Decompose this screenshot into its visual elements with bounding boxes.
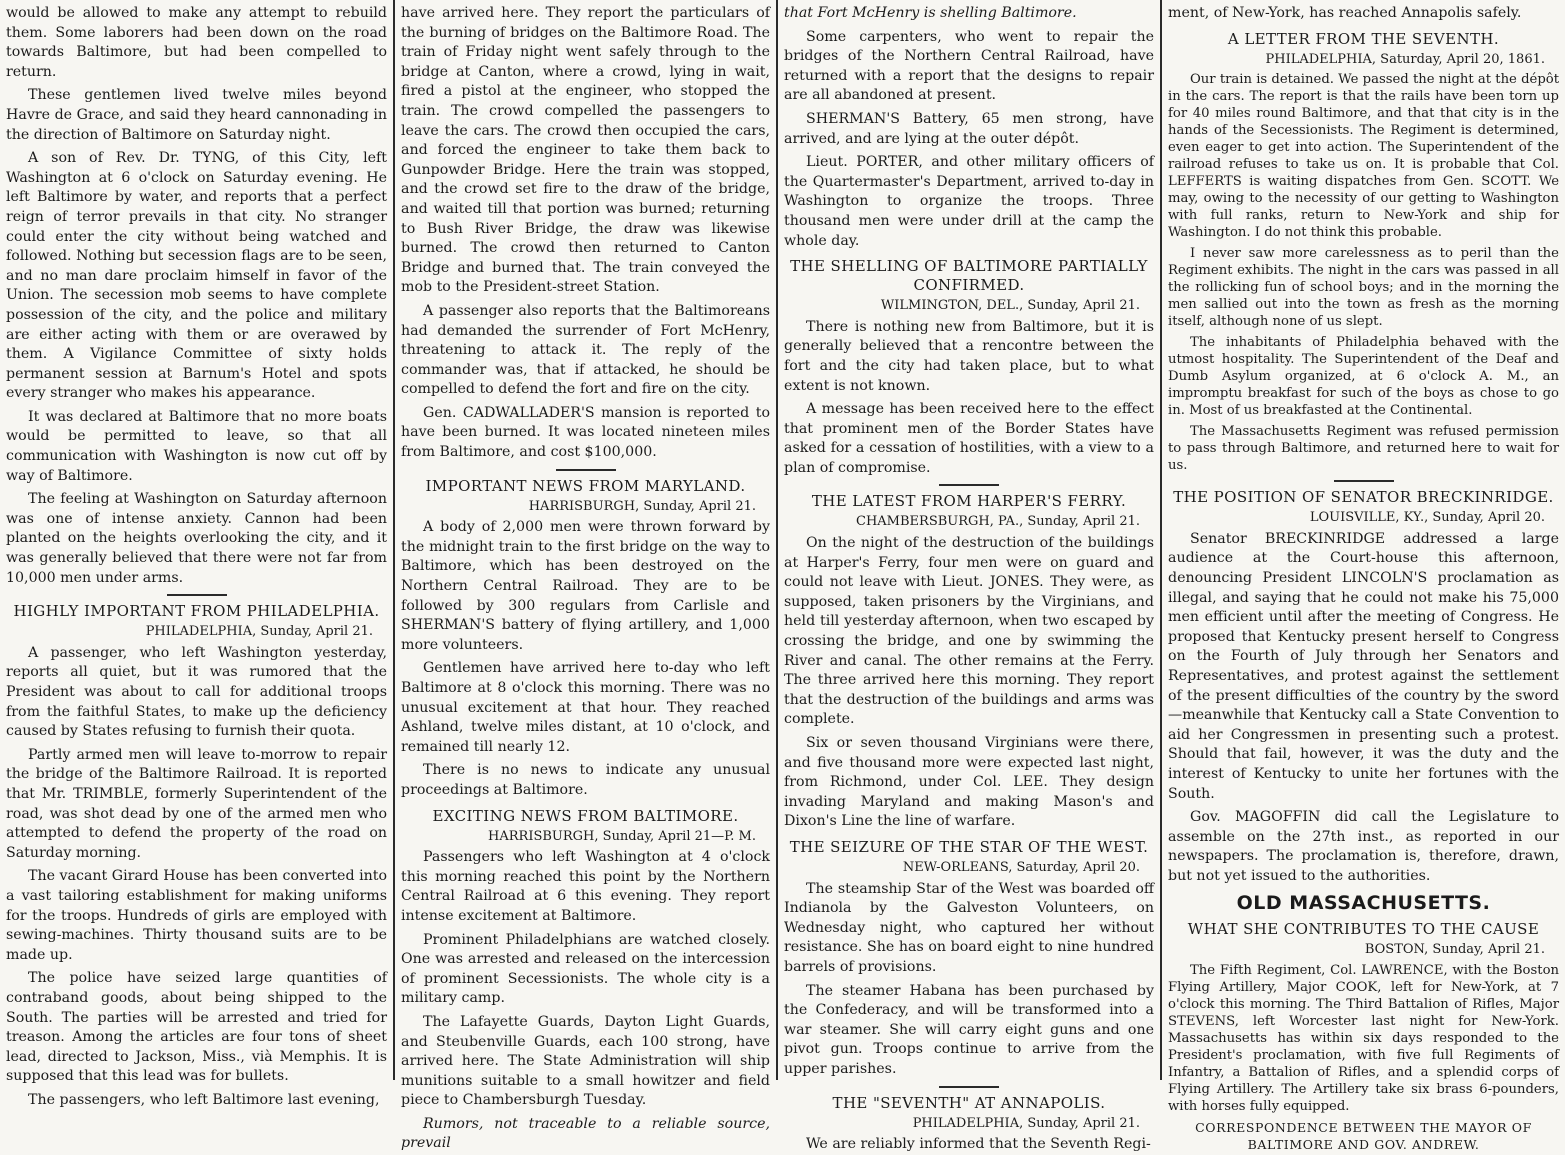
dateline: BOSTON, Sunday, April 21. [1364, 942, 1545, 958]
paragraph: Some carpenters, who went to repair the bridges of the Northern Central Railroad, have returned with a report that the designs to repair are all abandoned at present. [784, 28, 1154, 104]
paragraph: The Massachusetts Regiment was refused permission to pass through Baltimore, and returned here to wait for us. [1168, 424, 1559, 474]
headline: A LETTER FROM THE SEVENTH. [1227, 29, 1500, 48]
paragraph: We are reliably informed that the Seventh Regi- [806, 1136, 1151, 1153]
dateline: HARRISBURGH, Sunday, April 21—P. M. [488, 828, 756, 844]
headline: THE SHELLING OF BALTIMORE PARTIALLY CONFIRMED. [790, 257, 1148, 295]
dateline: LOUISVILLE, KY., Sunday, April 20. [1309, 510, 1545, 526]
dateline: PHILADELPHIA, Sunday, April 21. [145, 624, 373, 640]
dateline: HARRISBURGH, Sunday, April 21. [528, 498, 756, 514]
column-4 [1162, 0, 1565, 1152]
section-dash [167, 594, 227, 596]
paragraph: Our train is detained. We passed the night at the dépôt in the cars. The report is that the rails have been torn up for 40 miles round Baltimore, and that that city is in the hands of the Secessionists. The Regiment is determined, even eager to get into action. The Superintendent of the railroad refuses to take us on. It is probable that Col. LEFFERTS is waiting dispatches from Gen. SCOTT. We may, owing to the necessity of our getting to Washington with full ranks, return to New-York and ship for Washington. I do not think this probable. [1168, 72, 1559, 241]
paragraph: A son of Rev. Dr. TYNG, of this City, left Washington at 6 o'clock on Saturday evening. He left Baltimore by water, and reports that a perfect reign of terror prevails in that city. No stranger could enter the city without being watched and followed. Nothing but secession flags are to be seen, and no man dare proclaim himself in favor of the Union. The secession mob seems to have complete possession of the city, and the police and military are either acting with them or are overawed by them. A Vigilance Committee of sixty holds permanent session at Barnum's Hotel and spots every stranger who makes his appearance. [6, 150, 387, 402]
headline: THE SEIZURE OF THE STAR OF THE WEST. [789, 837, 1149, 856]
paragraph: These gentlemen lived twelve miles beyond Havre de Grace, and said they heard cannonading in the direction of Baltimore on Saturday night. [6, 87, 387, 143]
paragraph: The steamer Habana has been purchased by the Confederacy, and will be transformed into a war steamer. She will carry eight guns and one pivot gun. Troops continue to arrive from the upper parishes. [784, 982, 1154, 1077]
paragraph: Prominent Philadelphians are watched closely. One was arrested and released on the intercession of prominent Secessionists. The whole city is a military camp. [401, 931, 770, 1007]
dateline: WILMINGTON, DEL., Sunday, April 21. [880, 298, 1140, 314]
section-dash [1334, 480, 1394, 482]
paragraph: The passengers, who left Baltimore last evening, [28, 1091, 380, 1108]
paragraph: SHERMAN'S Battery, 65 men strong, have arrived, and are lying at the outer dépôt. [784, 110, 1154, 147]
paragraph: ment, of New-York, has reached Annapolis safely. [1168, 5, 1522, 21]
column-2 [395, 0, 776, 1152]
paragraph: A passenger, who left Washington yesterday, reports all quiet, but it was rumored that the President was about to call for additional troops from the faithful States, to make up the deficiency caused by States refusing to furnish their quota. [6, 644, 387, 740]
column-1 [0, 0, 393, 1108]
paragraph: Gen. CADWALLADER'S mansion is reported to have been burned. It was located nineteen miles from Baltimore, and cost $100,000. [401, 404, 770, 461]
paragraph: The vacant Girard House has been converted into a vast tailoring establishment for making uniforms for the troops. Hundreds of girls are employed with sewing-machines. Thirty thousand suits are to be made up. [6, 868, 387, 963]
dateline: PHILADELPHIA, Sunday, April 21. [912, 1115, 1140, 1131]
paragraph: On the night of the destruction of the buildings at Harper's Ferry, four men were on guard and could not leave with Lieut. JONES. They were, as supposed, taken prisoners by the Virginians, and held till yesterday afternoon, when two escaped by crossing the bridge, and one by swimming the River and canal. The other remains at the Ferry. The three arrived here this morning. They report that the destruction of the buildings and arms was complete. [784, 535, 1154, 728]
paragraph: There is no news to indicate any unusual proceedings at Baltimore. [401, 762, 770, 798]
paragraph: Rumors, not traceable to a reliable source, prevail [401, 1115, 770, 1152]
paragraph: Gov. MAGOFFIN did call the Legislature to assemble on the 27th inst., as reported in our newspapers. The proclamation is, therefore, drawn, but not yet issued to the authorities. [1168, 809, 1559, 884]
section-dash [939, 1086, 999, 1088]
paragraph: It was declared at Baltimore that no more boats would be permitted to leave, so that all communication with Washington is now cut off by way of Baltimore. [6, 408, 387, 484]
paragraph: have arrived here. They report the particulars of the burning of bridges on the Baltimore Road. The train of Friday night went safely through to the bridge at Canton, where a crowd, lying in wait, fired a pistol at the engineer, who stopped the train. The crowd compelled the passengers to leave the cars. The crowd then occupied the cars, and forced the engineer to take them back to Gunpowder Bridge. Here the train was stopped, and the crowd set fire to the draw of the bridge, and waited till that portion was burned; returning to Bush River Bridge, the draw was likewise burned. The crowd then returned to Canton Bridge and burned that. The train conveyed the mob to the President-street Station. [401, 5, 770, 296]
paragraph: Senator BRECKINRIDGE addressed a large audience at the Court-house this afternoon, denouncing President LINCOLN'S proclamation as illegal, and saying that he could not make his 75,000 men efficient until after the meeting of Congress. He proposed that Kentucky present herself to Congress on the Fourth of July through her Senators and Representatives, and protest against the settlement of the present difficulties of the country by the sword—meanwhile that Kentucky call a State Convention to aid her Congressmen in presenting such a protest. Should that fail, however, it was the duty and the interest of Kentucky to unite her fortunes with the South. [1168, 530, 1559, 802]
paragraph: I never saw more carelessness as to peril than the Regiment exhibits. The night in the cars was passed in all the rollicking fun of school boys; and in the morning the men sallied out into the town as fresh as the morning itself, although none of us slept. [1168, 246, 1559, 330]
dateline: NEW-ORLEANS, Saturday, April 20. [902, 859, 1140, 875]
headline: THE LATEST FROM HARPER'S FERRY. [811, 492, 1127, 511]
paragraph: A passenger also reports that the Baltimoreans had demanded the surrender of Fort McHenry, threatening to attack it. The reply of the commander was, that if attacked, he should be compelled to defend the fort and fire on the city. [401, 302, 770, 398]
paragraph: Gentlemen have arrived here to-day who left Baltimore at 8 o'clock this morning. There was no unusual excitement at that hour. They reached Ashland, twelve miles distant, at 10 o'clock, and remained till nearly 12. [401, 660, 770, 755]
paragraph: that Fort McHenry is shelling Baltimore. [784, 5, 1077, 21]
paragraph: The police have seized large quantities of contraband goods, about being shipped to the South. The parties will be arrested and tried for treason. Among the articles are four tons of sheet lead, directed to Jackson, Miss., vià Memphis. It is supposed that this lead was for bullets. [6, 970, 387, 1085]
paragraph: Passengers who left Washington at 4 o'clock this morning reached this point by the Northern Central Railroad at 6 this evening. They report intense excitement at Baltimore. [401, 849, 770, 924]
column-3 [778, 0, 1160, 1153]
headline: EXCITING NEWS FROM BALTIMORE. [432, 806, 739, 825]
headline: HIGHLY IMPORTANT FROM PHILADELPHIA. [13, 602, 380, 621]
paragraph: Six or seven thousand Virginians were there, and five thousand more were expected last night, from Richmond, under Col. LEE. They design invading Maryland and making Mason's and Dixon's Line the line of warfare. [784, 735, 1154, 830]
dateline: CHAMBERSBURGH, PA., Sunday, April 21. [856, 514, 1140, 530]
section-dash [939, 484, 999, 486]
paragraph: A body of 2,000 men were thrown forward by the midnight train to the first bridge on the way to Baltimore, which has been destroyed on the Northern Central Railroad. They are to be followed by 300 regulars from Carlisle and SHERMAN'S battery of flying artillery, and 1,000 more volunteers. [401, 519, 770, 653]
paragraph: The Fifth Regiment, Col. LAWRENCE, with the Boston Flying Artillery, Major COOK, left for New-York, at 7 o'clock this morning. The Third Battalion of Rifles, Major STEVENS, left Worcester last night for New-York. Massachusetts has within six days responded to the President's proclamation, with five full Regiments of Infantry, a Battalion of Rifles, and a splendid corps of Flying Artillery. The Artillery take six brass 6-pounders, with horses fully equipped. [1168, 962, 1559, 1114]
section-dash [556, 469, 616, 471]
paragraph: The inhabitants of Philadelphia behaved with the utmost hospitality. The Superintendent of the Deaf and Dumb Asylum organized, at 6 o'clock A. M., an impromptu breakfast for such of the boys as chose to go in. Most of us breakfasted at the Continental. [1168, 335, 1559, 419]
paragraph: The steamship Star of the West was boarded off Indianola by the Galveston Volunteers, on Wednesday night, who captured her without resistance. She has on board eight to nine hundred barrels of provisions. [784, 880, 1154, 975]
headline: WHAT SHE CONTRIBUTES TO THE CAUSE [1187, 920, 1540, 939]
dateline: PHILADELPHIA, Saturday, April 20, 1861. [1265, 51, 1545, 67]
paragraph: Partly armed men will leave to-morrow to repair the bridge of the Baltimore Railroad. It is reported that Mr. TRIMBLE, formerly Superintendent of the road, was shot dead by one of the armed men who attempted to defend the property of the road on Saturday morning. [6, 746, 387, 861]
headline: CORRESPONDENCE BETWEEN THE MAYOR OF BALTIMORE AND GOV. ANDREW. [1195, 1119, 1532, 1152]
headline-large: OLD MASSACHUSETTS. [1236, 892, 1491, 915]
paragraph: A message has been received here to the effect that prominent men of the Border States have asked for a cessation of hostilities, with a view to a plan of compromise. [784, 401, 1154, 476]
paragraph: Lieut. PORTER, and other military officers of the Quartermaster's Department, arrived to-day in Washington to organize the troops. Three thousand men were under drill at the camp the whole day. [784, 154, 1154, 249]
headline: THE POSITION OF SENATOR BRECKINRIDGE. [1173, 488, 1554, 507]
paragraph: There is nothing new from Baltimore, but it is generally believed that a rencontre between the fort and the city had taken place, but to what extent is not known. [784, 318, 1154, 394]
paragraph: would be allowed to make any attempt to rebuild them. Some laborers had been down on the road towards Baltimore, but had been compelled to return. [6, 5, 387, 80]
headline: IMPORTANT NEWS FROM MARYLAND. [425, 476, 746, 495]
paragraph: The feeling at Washington on Saturday afternoon was one of intense anxiety. Cannon had been planted on the heights overlooking the city, and it was generally believed that there were not far from 10,000 men under arms. [6, 491, 387, 586]
headline: THE "SEVENTH" AT ANNAPOLIS. [832, 1093, 1106, 1112]
paragraph: The Lafayette Guards, Dayton Light Guards, and Steubenville Guards, each 100 strong, have arrived here. The State Administration will ship munitions suitable to a small howitzer and field piece to Chambersburgh Tuesday. [401, 1013, 770, 1109]
